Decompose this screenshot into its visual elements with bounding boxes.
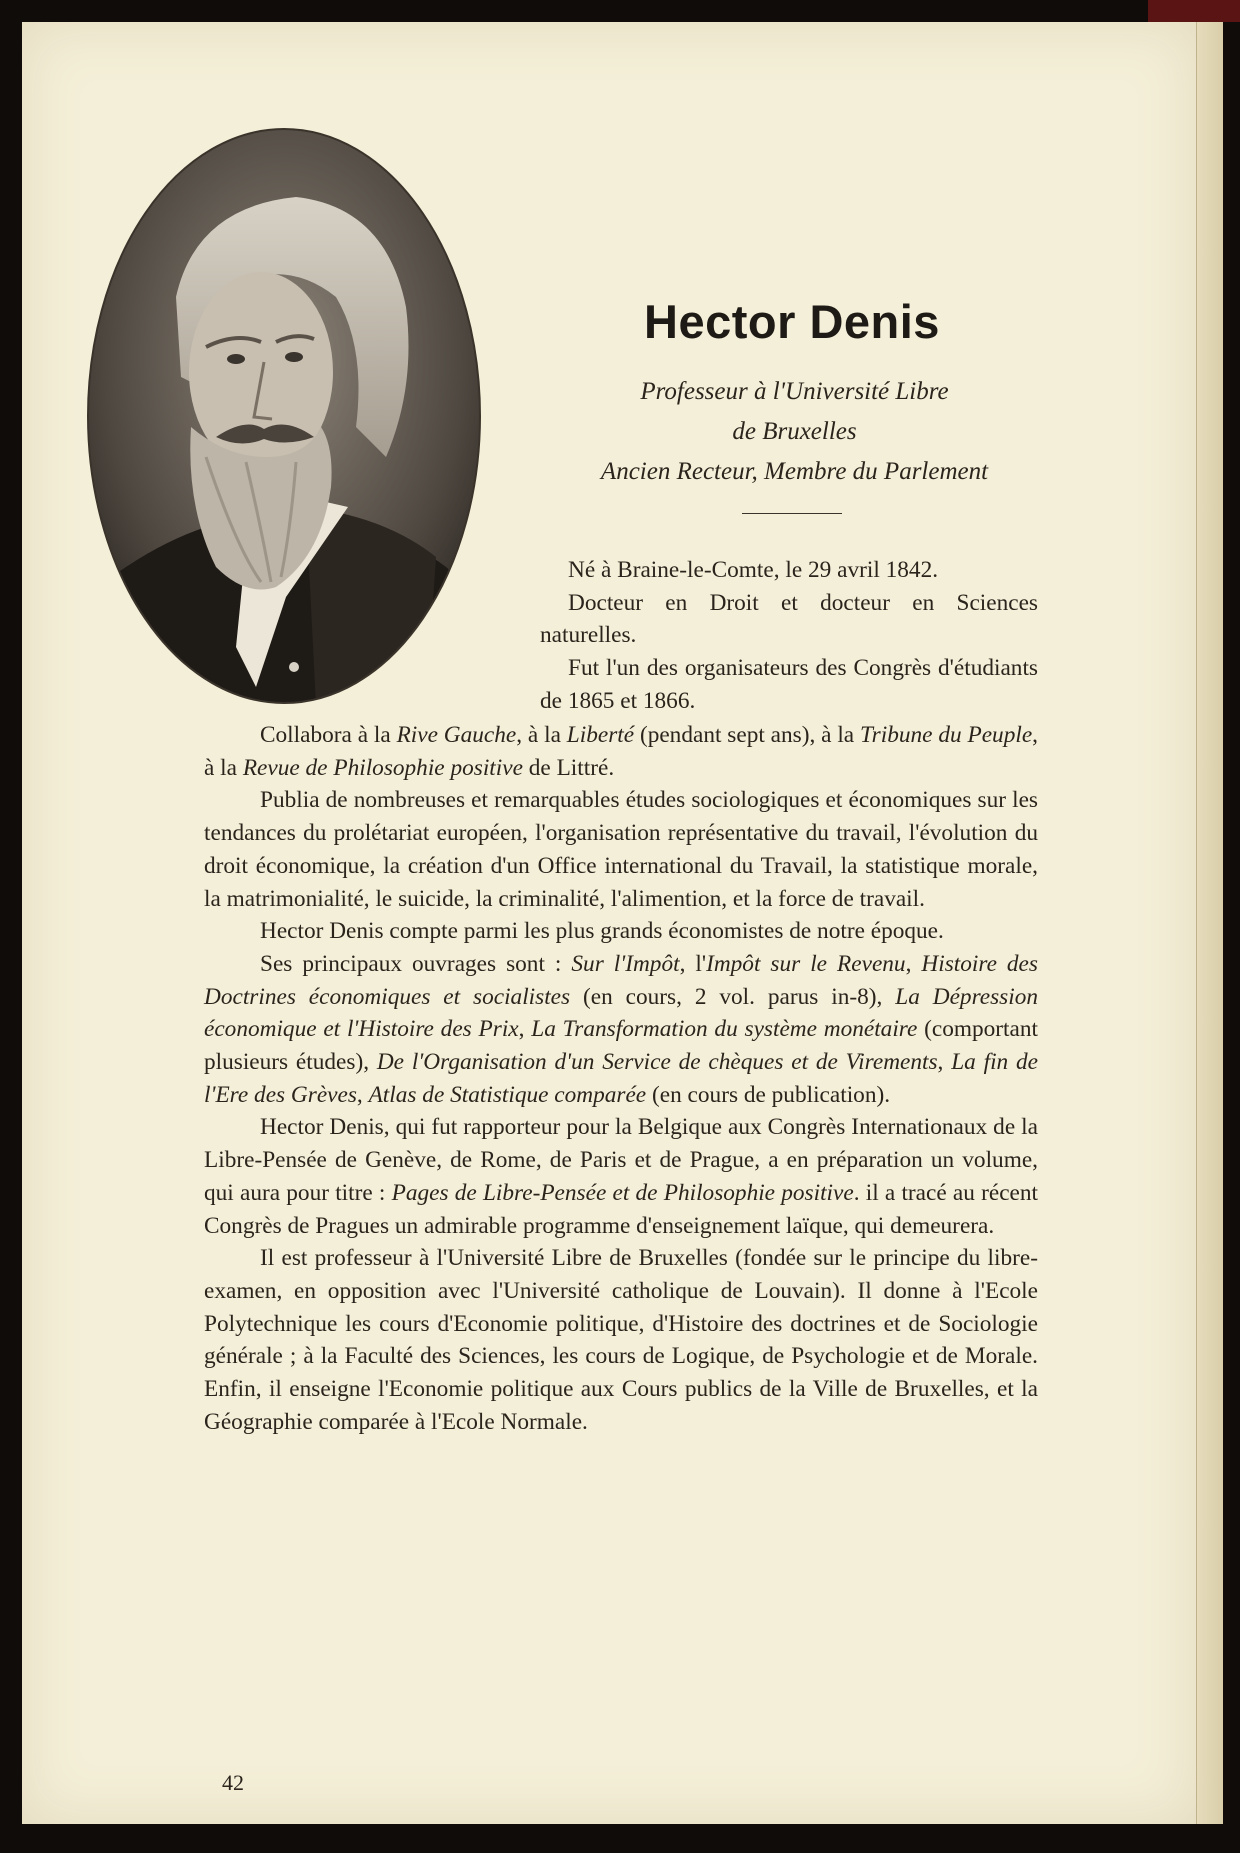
- body-paragraph: [204, 948, 1038, 1112]
- separator-rule: [742, 513, 842, 514]
- text-run: ,: [518, 1016, 532, 1043]
- italic-title-run: Pages de Libre-Pensée et de Philosophie positive: [391, 1179, 854, 1206]
- intro-paragraph: Docteur en Droit et docteur en Sciences naturelles.: [540, 589, 1038, 649]
- text-run: Ses principaux ouvrages sont :: [260, 950, 572, 977]
- italic-title-run: Rive Gauche: [396, 722, 517, 748]
- italic-title-run: La Dépression économique et l'Histoire des Prix: [204, 983, 1039, 1043]
- text-run: de Littré.: [522, 754, 615, 781]
- adjacent-page-edge: [1196, 22, 1223, 1824]
- portrait-photo-icon: [86, 127, 482, 705]
- text-run: . il a tracé au récent Congrès de Pragues un admirable programme d'enseignement laïque, qui demeurera.: [204, 1179, 1039, 1239]
- text-run: , l': [679, 950, 707, 977]
- text-run: (pendant sept ans), à la: [634, 722, 860, 748]
- italic-title-run: De l'Organisation d'un Service de chèques et de Virements: [376, 1049, 938, 1076]
- page-number: 42: [222, 1770, 244, 1795]
- text-run: ,: [356, 1081, 369, 1108]
- text-run: (en cours de publication).: [646, 1081, 891, 1108]
- body-paragraph: [204, 1111, 1038, 1242]
- main-text: [204, 719, 1038, 1438]
- italic-title-run: La fin de l'Ere des Grèves: [204, 1049, 1038, 1108]
- text-run: , à la: [516, 722, 567, 748]
- intro-paragraph: Fut l'un des organisateurs des Congrès d'étudiants de 1865 et 1866.: [540, 655, 1038, 714]
- subtitle-line: Ancien Recteur, Membre du Parlement: [600, 458, 989, 485]
- subtitle-line: Professeur à l'Université Libre: [640, 378, 949, 405]
- italic-title-run: Revue de Philosophie positive: [242, 754, 523, 781]
- text-run: Publia de nombreuses et remarquables études sociologiques et économiques sur les tendances du prolétariat européen, l'organisation représentative du travail, l'évolution du droit économique, la création d'un Office international du Travail, la statistique morale, la matrimonialité, le suicide, la criminalité, l'alimention, et la force de travail.: [204, 787, 1038, 912]
- text-run: Collabora à la: [260, 722, 397, 748]
- italic-title-run: Histoire des Doctrines économiques et socialistes: [204, 950, 1038, 1010]
- collabora-paragraph: [204, 719, 1038, 784]
- italic-title-run: Sur l'Impôt: [571, 950, 680, 977]
- body-paragraph: [204, 915, 1038, 948]
- italic-title-run: Atlas de Statistique comparée: [368, 1081, 647, 1108]
- subtitle-line: de Bruxelles: [732, 418, 857, 445]
- text-run: Il est professeur à l'Université Libre de Bruxelles (fondée sur le principe du libre-examen, en opposition avec l'Université catholique de Louvain). Il donne à l'Ecole Polytechnique les cours d'Economie politique, d'Histoire des doctrines et de Sociologie générale ; à la Faculté des Sciences, les cours de Logique, de Psychologie et de Morale. Enfin, il enseigne l'Economie politique aux Cours publics de la Ville de Bruxelles, et la Géographie comparée à l'Ecole Normale.: [204, 1245, 1038, 1435]
- text-run: (comportant plusieurs études),: [204, 1016, 1038, 1076]
- text-run: , à la: [204, 722, 1038, 781]
- intro-paragraph: Né à Braine-le-Comte, le 29 avril 1842.: [568, 557, 939, 583]
- text-run: Hector Denis compte parmi les plus grands économistes de notre époque.: [260, 918, 944, 945]
- italic-title-run: Impôt sur le Revenu: [706, 950, 906, 977]
- subtitle-block: [527, 372, 1062, 492]
- italic-title-run: La Transformation du système monétaire: [531, 1016, 918, 1043]
- text-run: (en cours, 2 vol. parus in-8),: [570, 983, 896, 1010]
- body-paragraph: [204, 784, 1038, 915]
- page-title: Hector Denis: [644, 295, 940, 348]
- intro-text: [540, 554, 1038, 718]
- text-run: Hector Denis, qui fut rapporteur pour la Belgique aux Congrès Internationaux de la Libre-Pensée de Genève, de Rome, de Paris et de Prague, a en préparation un volume, qui aura pour titre :: [204, 1114, 1038, 1206]
- portrait-photo: [86, 127, 482, 705]
- body-paragraph: [204, 1242, 1038, 1438]
- text-run: ,: [937, 1049, 952, 1076]
- italic-title-run: Liberté: [566, 722, 635, 748]
- red-corner-tab: [1148, 0, 1240, 22]
- text-run: ,: [905, 950, 922, 977]
- italic-title-run: Tribune du Peuple: [860, 722, 1033, 748]
- book-page: [22, 22, 1196, 1824]
